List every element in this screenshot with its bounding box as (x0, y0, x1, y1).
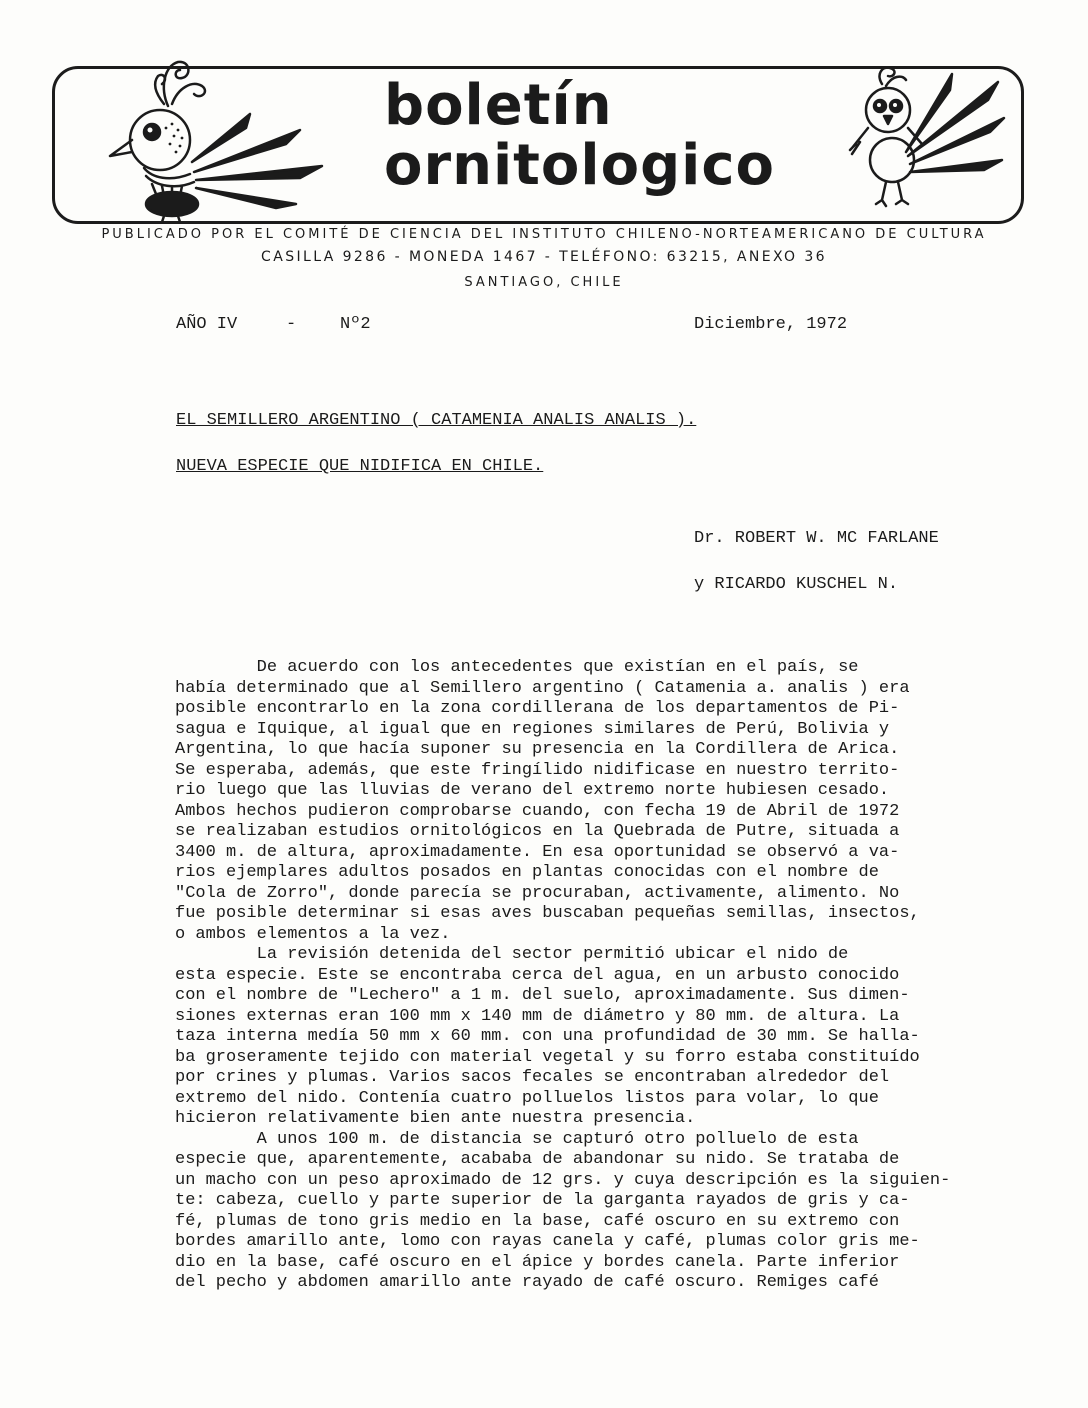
masthead-title-line2: ornitologico (384, 133, 776, 198)
body-line: te: cabeza, cuello y parte superior de la garganta rayados de gris y ca- (175, 1191, 910, 1210)
article-title-line1: EL SEMILLERO ARGENTINO ( CATAMENIA ANALIS ANALIS ). (176, 411, 697, 430)
bird-illustration-left-icon (60, 44, 360, 224)
body-line: 3400 m. de altura, aproximadamente. En esa oportunidad se observó a va- (175, 842, 900, 862)
issue-dash: - (286, 315, 297, 334)
body-line: bordes amarillo ante, lomo con rayas canela y café, plumas color gris me- (175, 1232, 920, 1251)
body-line: Se esperaba, además, que este fringílido nidificase en nuestro territo- (175, 760, 900, 780)
body-line: "Cola de Zorro", donde parecía se procuraban, activamente, alimento. No (175, 883, 900, 903)
body-line: rio luego que las lluvias de verano del extremo norte hubiesen cesado. (175, 781, 890, 800)
body-line: o ambos elementos a la vez. (175, 924, 451, 944)
body-line: La revisión detenida del sector permitió ubicar el nido de (175, 945, 849, 964)
issue-date: Diciembre, 1972 (694, 315, 848, 334)
publisher-line-2: CASILLA 9286 - MONEDA 1467 - TELÉFONO: 63215, ANEXO 36 (261, 249, 827, 265)
body-line: con el nombre de "Lechero" a 1 m. del suelo, aproximadamente. Sus dimen- (175, 986, 910, 1005)
body-line: hicieron relativamente bien ante nuestra presencia. (175, 1109, 696, 1128)
article-title-line2: NUEVA ESPECIE QUE NIDIFICA EN CHILE. (176, 457, 544, 476)
body-line: esta especie. Este se encontraba cerca del agua, en un arbusto conocido (175, 965, 900, 985)
body-line: siones externas eran 100 mm x 140 mm de diámetro y 80 mm. de altura. La (175, 1006, 900, 1026)
author-2: y RICARDO KUSCHEL N. (694, 575, 899, 594)
body-line: taza interna medía 50 mm x 60 mm. con una profundidad de 30 mm. Se halla- (175, 1027, 920, 1046)
body-line: fé, plumas de tono gris medio en la base, café oscuro en su extremo con (175, 1211, 900, 1231)
body-line: por crines y plumas. Varios sacos fecales se encontraban alrededor del (175, 1068, 890, 1087)
body-line: rios ejemplares adultos posados en plantas conocidas con el nombre de (175, 863, 879, 882)
body-line: A unos 100 m. de distancia se capturó otro polluelo de esta (175, 1129, 859, 1149)
body-line: del pecho y abdomen amarillo ante rayado de café oscuro. Remiges café (175, 1273, 879, 1292)
body-line: dio en la base, café oscuro en el ápice y bordes canela. Parte inferior (175, 1252, 900, 1272)
article-body (175, 658, 995, 1294)
body-line: ba groseramente tejido con material vegetal y su forro estaba constituído (175, 1047, 920, 1067)
body-line: especie que, aparentemente, acababa de abandonar su nido. Se trataba de (175, 1150, 900, 1169)
body-line: había determinado que al Semillero argentino ( Catamenia a. analis ) era (175, 678, 910, 698)
body-line: Ambos hechos pudieron comprobarse cuando, con fecha 19 de Abril de 1972 (175, 801, 900, 821)
masthead-title-line1: boletín (384, 73, 613, 138)
body-line: Argentina, lo que hacía suponer su presencia en la Cordillera de Arica. (175, 740, 900, 759)
issue-number: Nº2 (340, 315, 371, 334)
publisher-line-3: SANTIAGO, CHILE (464, 275, 624, 290)
body-line: se realizaban estudios ornitológicos en la Quebrada de Putre, situada a (175, 822, 900, 841)
publisher-line-1: PUBLICADO POR EL COMITÉ DE CIENCIA DEL INSTITUTO CHILENO-NORTEAMERICANO DE CULTURA (101, 227, 987, 242)
body-line: De acuerdo con los antecedentes que existían en el país, se (175, 658, 859, 677)
body-line: sagua e Iquique, al igual que en regiones similares de Perú, Bolivia y (175, 719, 890, 739)
bird-illustration-right-icon (842, 64, 1010, 216)
author-1: Dr. ROBERT W. MC FARLANE (694, 529, 939, 548)
body-line: extremo del nido. Contenía cuatro polluelos listos para volar, lo que (175, 1088, 879, 1108)
body-line: un macho con un peso aproximado de 12 grs. y cuya descripción es la siguien- (175, 1170, 951, 1190)
body-line: posible encontrarlo en la zona cordillerana de los departamentos de Pi- (175, 699, 900, 718)
issue-year: AÑO IV (176, 315, 238, 334)
body-line: fue posible determinar si esas aves buscaban pequeñas semillas, insectos, (175, 904, 920, 923)
